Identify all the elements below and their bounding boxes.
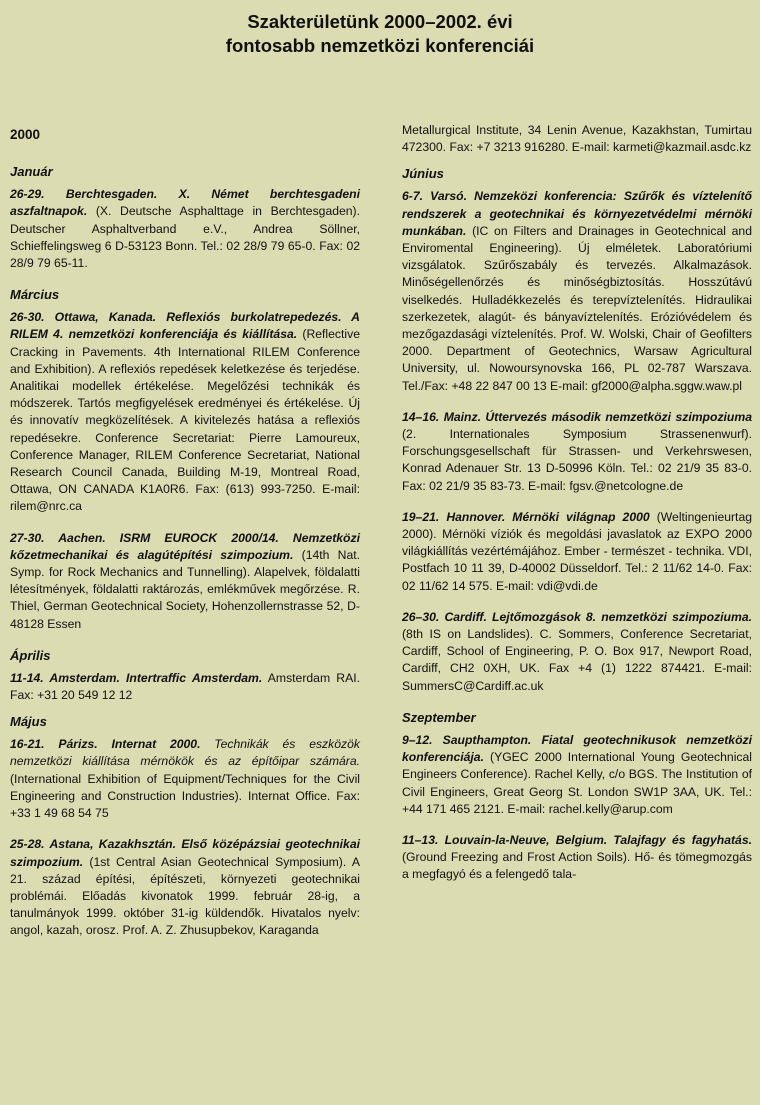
entry-body: (2. Internationales Symposium Strassenenwurf). Forschungsgesellschaft für Strassen- und Verkehrswesen, Konrad Adenauer Str. 13 D-50996 Köln. Tel.: 02 21/9 35 83-0. Fax: 02 21/9 35 83-73. E-mail: fgsv.@netcologne.de	[402, 427, 752, 493]
year-heading: 2000	[10, 127, 41, 142]
page-title	[0, 10, 760, 58]
conference-entry	[10, 309, 360, 515]
entry-head: 19–21. Hannover. Mérnöki világnap 2000	[402, 509, 650, 524]
conference-entry	[10, 186, 360, 272]
conference-entry	[10, 836, 360, 939]
entry-head: 16-21. Párizs. Internat 2000.	[10, 737, 201, 752]
entry-body: (Reflective Cracking in Pavements. 4th International RILEM Conference and Exhibition). A reflexiós repedések keletkezése és terjedése. Analitikai modellek értékelése. Megelőzési technikák és módszerek. Tartós megfigyelések eredményei és értékelése. Új és innovatív megközelítések. A kivitelezés hatása a reflexiós repedésekre. Conference Secretariat: Pierre Lamoureux, Conference Manager, RILEM Conference Secretariat, National Research Council Canada, Building M-19, Montreal Road, Ottawa, ON CANADA K1A0R6. Fax: (613) 993-7250. E-mail: rilem@nrc.ca	[10, 327, 360, 514]
right-column	[402, 122, 752, 898]
page-title-line-2: fontosabb nemzetközi konferenciái	[225, 35, 535, 56]
entry-head: 6-7. Varsó. Nemzeközi konferencia: Szűrők és víztelenítő rendszerek a geotechnikai és környezetvédelmi mérnöki munkában.	[402, 189, 752, 238]
entry-head: 26–30. Cardiff. Lejtőmozgások 8. nemzetközi szimpoziuma.	[402, 609, 752, 624]
entry-body: (Ground Freezing and Frost Action Soils). Hő- és tömegmozgás a megfagyó és a felengedő tala-	[402, 850, 752, 882]
conference-entry	[10, 670, 360, 704]
entry-italic: Technikák és eszközök nemzetközi kiállítása mérnökök és az építőipar számára.	[10, 737, 360, 769]
entry-head: 26-30. Ottawa, Kanada. Reflexiós burkolatrepedezés. A RILEM 4. nemzetközi konferenciája és kiállítása.	[10, 310, 360, 342]
entry-body: (International Exhibition of Equipment/Techniques for the Civil Engineering and Construction Industries). Internat Office. Fax: +33 1 49 68 54 75	[10, 771, 360, 821]
entry-body: (1st Central Asian Geotechnical Symposium). A 21. század építési, építészeti, környezeti geotechnikai problémái. Előadás kivonatok 1999. február 28-ig, a tanulmányok 1999. október 31-ig küldendők. Hivatalos nyelv: angol, kazah, orosz. Prof. A. Z. Zhusupbekov, Karaganda	[10, 854, 360, 938]
page-title-line-1: Szakterületünk 2000–2002. évi	[247, 11, 513, 32]
entry-body: (X. Deutsche Asphalttage in Berchtesgaden). Deutscher Asphaltverband e.V., Andrea Söllner, Schieffelingsweg 6 D-53123 Bonn. Tel.: 02 28/9 79 65-0. Fax: 02 28/9 79 65-11.	[10, 204, 360, 271]
conference-entry	[402, 188, 752, 394]
left-column	[10, 126, 360, 954]
entry-head: 9–12. Saupthampton. Fiatal geotechnikusok nemzetközi konferenciája.	[402, 732, 752, 765]
conference-entry	[402, 832, 752, 884]
entry-head: 25-28. Astana, Kazakhsztán. Első középázsiai geotechnikai szimpozium.	[10, 837, 360, 869]
conference-entry	[402, 509, 752, 595]
conference-entry-continued: Metallurgical Institute, 34 Lenin Avenue, Kazakhstan, Tumirtau 472300. Fax: +7 3213 916280. E-mail: karmeti@kazmail.asdc.kz	[402, 123, 752, 155]
entry-head: 11–13. Louvain-la-Neuve, Belgium. Talajfagy és fagyhatás.	[402, 832, 752, 847]
entry-body: (IC on Filters and Drainages in Geotechnical and Enviromental Engineering). Új elméletek. Laboratóriumi vizsgálatok. Szűrőszabály és tervezés. Alkalmazások. Minőségellenőrzés és minőségbiztosítás. Hosszútávú viselkedés. Hulladékkezelés és terepvíztelenítés. Hidraulikai szerkezetek, alagút- és bányavíztelenítés. Erózióvédelem és mezőgazdasági víztelenítés. Prof. W. Wolski, Chair of Geofilters 2000. Department of Geotechnics, Warsaw Agricultural University, ul. Nowoursynovska 166, PL 02-787 Warszava. Tel./Fax: +48 22 847 00 13 E-mail: gf2000@alpha.sggw.waw.pl	[402, 223, 752, 393]
conference-entry	[402, 609, 752, 695]
month-heading-marcius: Március	[10, 287, 60, 303]
entry-head: 26-29. Berchtesgaden. X. Német berchtesgadeni aszfaltnapok.	[10, 187, 360, 219]
month-heading-majus: Május	[10, 714, 47, 730]
conference-entry	[10, 530, 360, 633]
entry-body: (YGEC 2000 International Young Geotechnical Engineers Conference). Rachel Kelly, c/o BGS. The Institution of Civil Engineers, Great Georg St. London SW1P 3AA, UK. Tel.: +44 171 465 2121. E-mail: rachel.kelly@arup.com	[402, 750, 752, 816]
month-heading-junius: Június	[402, 166, 444, 182]
month-heading-januar: Január	[10, 164, 53, 180]
conference-entry	[10, 736, 360, 822]
entry-body: (8th IS on Landslides). C. Sommers, Conference Secretariat, Cardiff, School of Engineering, P. O. Box 917, Newport Road, Cardiff, CH2 0XH, UK. Fax +4 (1) 1222 874421. E-mail: SummersC@Cardiff.ac.uk	[402, 627, 752, 693]
entry-body: Amsterdam RAI. Fax: +31 20 549 12 12	[10, 670, 360, 703]
entry-head: 11-14. Amsterdam. Intertraffic Amsterdam.	[10, 670, 263, 685]
entry-head: 14–16. Mainz. Úttervezés második nemzetközi szimpoziuma	[402, 409, 752, 424]
entry-head: 27-30. Aachen. ISRM EUROCK 2000/14. Nemzetközi kőzetmechanikai és alagútépítési szimpozium.	[10, 530, 360, 562]
entry-body: (Weltingenieurtag 2000). Mérnöki víziók és megoldási javaslatok az EXPO 2000 világkiállítás vezértémájához. Ember - természet - technika. VDI, Postfach 10 11 39, D-40002 Düsseldorf. Tel.: 2 11/62 14-0. Fax: 02 11/62 14 575. E-mail: vdi@vdi.de	[402, 509, 752, 593]
conference-entry	[402, 409, 752, 495]
month-heading-szeptember: Szeptember	[402, 709, 476, 725]
entry-body: (14th Nat. Symp. for Rock Mechanics and Tunnelling). Alapelvek, földalatti létesítmények, földalatti raktározás, emlékművek megőrzése. R. Thiel, German Geotechnical Society, Hohenzollernstrasse 52, D-48128 Essen	[10, 547, 361, 631]
conference-entry	[402, 732, 752, 818]
month-heading-aprilis: Április	[10, 647, 51, 663]
